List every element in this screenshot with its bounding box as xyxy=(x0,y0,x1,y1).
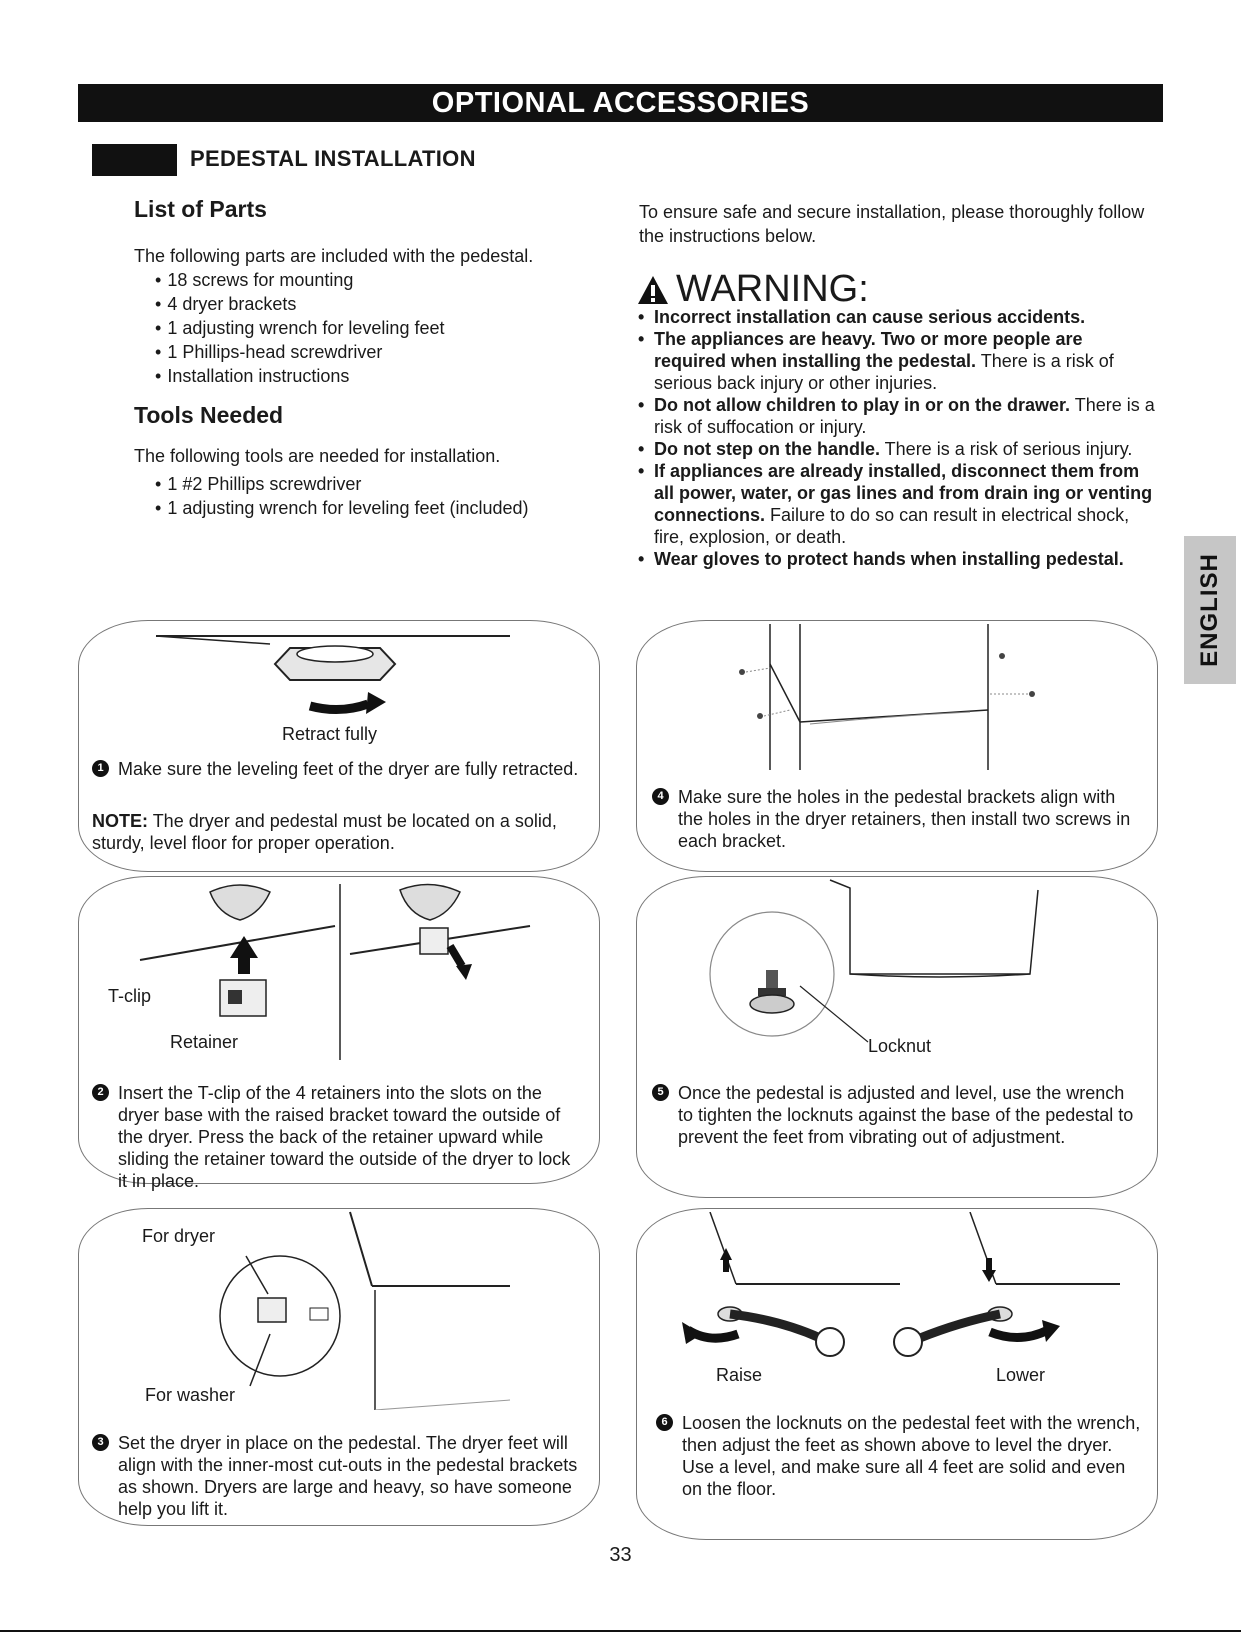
step-number: 2 xyxy=(92,1084,109,1101)
list-of-parts-heading: List of Parts xyxy=(134,196,267,222)
step-6 xyxy=(656,1412,1146,1500)
step-text: Make sure the holes in the pedestal brackets align with the holes in the dryer retainers, then install two screws in each bracket. xyxy=(678,787,1131,851)
warning-title-row xyxy=(636,268,869,311)
list-item: • 1 #2 Phillips screwdriver xyxy=(155,472,529,496)
step-number: 5 xyxy=(652,1084,669,1101)
step-number: 3 xyxy=(92,1434,109,1451)
step-text: Loosen the locknuts on the pedestal feet with the wrench, then adjust the feet as shown above to level the dryer. Use a level, and make sure all 4 feet are solid and even on the floor. xyxy=(682,1413,1141,1499)
step-1-note xyxy=(92,810,582,854)
warning-item: • Do not allow children to play in or on the drawer. There is a risk of suffocation or injury. xyxy=(638,394,1158,438)
warning-item: • Incorrect installation can cause serious accidents. xyxy=(638,306,1158,328)
intro-text: To ensure safe and secure installation, please thoroughly follow the instructions below. xyxy=(639,202,1145,246)
tclip-label: T-clip xyxy=(108,986,152,1006)
tools-list xyxy=(155,472,529,520)
parts-list xyxy=(155,268,444,388)
list-item: • 1 adjusting wrench for leveling feet xyxy=(155,316,444,340)
warning-item: • Do not step on the handle. There is a risk of serious injury. xyxy=(638,438,1158,460)
locknut-illustration xyxy=(700,878,1080,1048)
lower-label: Lower xyxy=(996,1365,1046,1385)
step-text: Set the dryer in place on the pedestal. The dryer feet will align with the inner-most cut-outs in the pedestal brackets as shown. Dryers are large and heavy, so have someone help you lift it. xyxy=(118,1433,578,1519)
list-item: • Installation instructions xyxy=(155,364,444,388)
step-3 xyxy=(92,1432,582,1520)
retract-caption: Retract fully xyxy=(282,724,378,744)
for-dryer-label: For dryer xyxy=(142,1226,216,1246)
step-text: Make sure the leveling feet of the dryer are fully retracted. xyxy=(118,759,579,779)
warning-title: WARNING: xyxy=(676,268,869,310)
section-title: PEDESTAL INSTALLATION xyxy=(190,146,476,171)
locknut-label: Locknut xyxy=(868,1036,932,1056)
warning-triangle-icon xyxy=(636,274,670,306)
step-1 xyxy=(92,758,582,780)
raise-label: Raise xyxy=(716,1365,763,1385)
warning-item: • If appliances are already installed, disconnect them from all power, water, or gas lines and from drain ing or venting connections. Failure to do so can result in electrical shock, fire, explosion, or death. xyxy=(638,460,1158,548)
language-side-tab xyxy=(1184,536,1236,684)
step-text: Insert the T-clip of the 4 retainers into the slots on the dryer base with the raised bracket toward the outside of the dryer. Press the back of the retainer upward while sliding the retainer toward the outside of the dryer to lock it in place. xyxy=(118,1083,571,1191)
page-number: 33 xyxy=(609,1544,632,1566)
tools-needed-heading: Tools Needed xyxy=(134,402,284,428)
list-item: • 18 screws for mounting xyxy=(155,268,444,292)
step-5 xyxy=(652,1082,1142,1148)
note-label: NOTE: xyxy=(92,811,148,831)
language-tab-label: ENGLISH xyxy=(1196,553,1223,667)
list-of-parts-intro: The following parts are included with the pedestal. xyxy=(134,246,534,266)
warning-list xyxy=(638,306,1158,570)
warning-item: • Wear gloves to protect hands when installing pedestal. xyxy=(638,548,1158,570)
list-item: • 1 adjusting wrench for leveling feet (included) xyxy=(155,496,529,520)
step-number: 1 xyxy=(92,760,109,777)
step-4 xyxy=(652,786,1142,852)
list-item: • 4 dryer brackets xyxy=(155,292,444,316)
pedestal-bracket-screws-illustration xyxy=(700,624,1080,774)
list-item: • 1 Phillips-head screwdriver xyxy=(155,340,444,364)
page-banner: OPTIONAL ACCESSORIES xyxy=(78,84,1163,122)
raise-lower-illustration xyxy=(680,1212,1140,1362)
leveling-foot-illustration xyxy=(140,630,520,720)
bottom-rule xyxy=(0,1630,1241,1632)
note-text: The dryer and pedestal must be located on a solid, sturdy, level floor for proper operation. xyxy=(92,811,557,853)
step-text: Once the pedestal is adjusted and level, use the wrench to tighten the locknuts against the base of the pedestal to prevent the feet from vibrating out of adjustment. xyxy=(678,1083,1134,1147)
for-washer-label: For washer xyxy=(145,1385,236,1405)
step-number: 6 xyxy=(656,1414,673,1431)
tools-needed-intro: The following tools are needed for installation. xyxy=(134,446,501,466)
section-marker xyxy=(92,144,177,176)
step-2 xyxy=(92,1082,582,1192)
retainer-label: Retainer xyxy=(170,1032,239,1052)
warning-item: • The appliances are heavy. Two or more people are required when installing the pedestal. There is a risk of serious back injury or other injuries. xyxy=(638,328,1158,394)
step-number: 4 xyxy=(652,788,669,805)
